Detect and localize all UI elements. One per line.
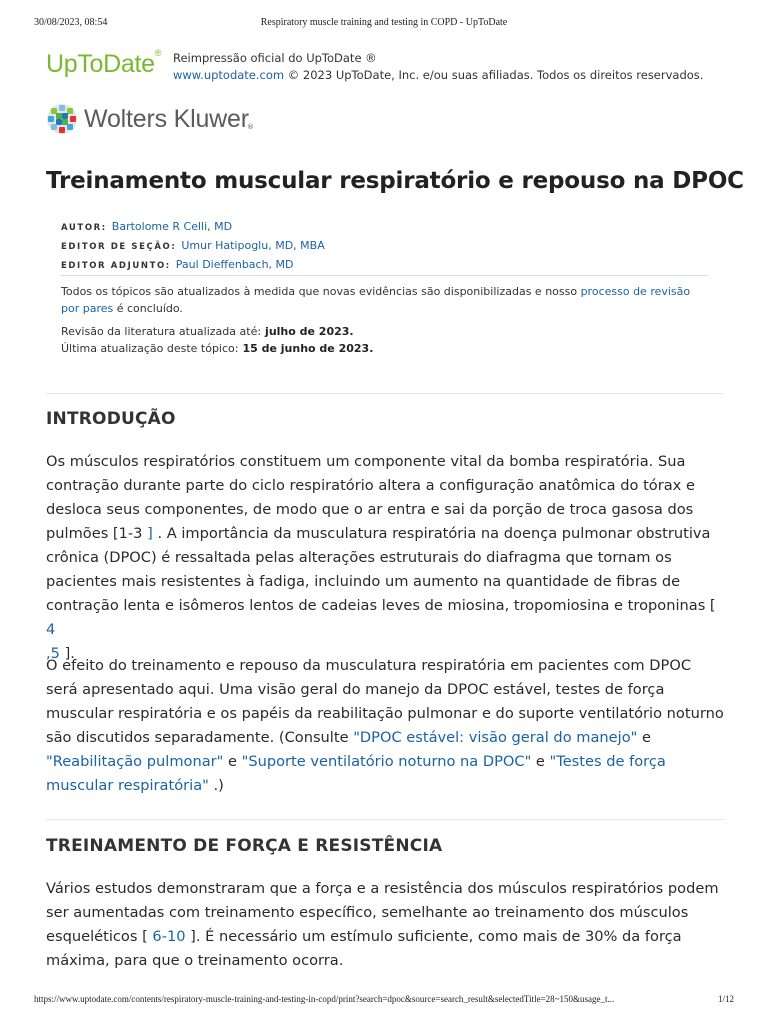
conj-2: e — [223, 753, 242, 770]
training-p1-end: ]. É necessário um estímulo suficiente, como mais de 30% da força máxima, para que o treinamento ocorra. — [46, 928, 682, 969]
reprint-line: Reimpressão oficial do UpToDate ® — [173, 51, 377, 65]
intro-paragraph-2 — [46, 654, 726, 798]
ref-link-1-3[interactable]: ] — [147, 525, 153, 542]
author-label: AUTOR: — [61, 223, 107, 233]
print-url: https://www.uptodate.com/contents/respiratory-muscle-training-and-testing-in-copd/print?search=dpoc&source=search_result&selectedTitle=28~150&usage_t... — [34, 994, 615, 1004]
section-editor-link[interactable]: Umur Hatipoglu, MD, MBA — [181, 239, 325, 252]
intro-p1-text: Os músculos respiratórios constituem um componente vital da bomba respiratória. Sua contração durante parte do ciclo respiratório altera a configuração anatômica do tórax e desloca seus componentes, de modo que o ar entra e sai da porção de troca gasosa dos pulmões [1-3 — [46, 453, 695, 542]
deputy-editor-link[interactable]: Paul Dieffenbach, MD — [175, 258, 294, 271]
lit-review-date: julho de 2023. — [265, 325, 354, 338]
training-heading: TREINAMENTO DE FORÇA E RESISTÊNCIA — [46, 836, 443, 856]
last-update-date: 15 de junho de 2023. — [242, 342, 374, 355]
update-note — [61, 283, 709, 317]
publisher-mark: ® — [246, 123, 254, 131]
publisher-name: Wolters Kluwer — [84, 104, 249, 133]
deputy-editor-label: EDITOR ADJUNTO: — [61, 261, 171, 271]
intro-p1-text-2: . A importância da musculatura respiratória na doença pulmonar obstrutiva crônica (DPOC) é ressaltada pelas alterações estruturais do diafragma que tornam os pacientes mais resistentes à fadiga, incluindo um aumento na quantidade de fibras de contração lenta e isômeros lentos de cadeias leves de miosina, tropomiosina e troponinas [ — [46, 525, 716, 614]
section-divider — [46, 819, 724, 820]
print-datetime: 30/08/2023, 08:54 — [34, 17, 108, 28]
uptodate-logo[interactable] — [46, 50, 161, 80]
logo-text: UpToDate — [46, 50, 155, 78]
section-divider — [46, 393, 724, 394]
intro-p1-end: ]. — [59, 645, 75, 662]
publisher-logo — [46, 103, 254, 135]
conj-1: e — [637, 729, 651, 746]
update-note-text: Todos os tópicos são atualizados à medida que novas evidências são disponibilizadas e nosso — [61, 285, 581, 298]
article-credits — [61, 218, 325, 275]
training-p1-text: Vários estudos demonstraram que a força e a resistência dos músculos respiratórios podem ser aumentadas com treinamento específico, semelhante ao treinamento dos músculos esqueléticos [ — [46, 880, 719, 945]
page-number: 1/12 — [717, 994, 734, 1004]
ref-link-4[interactable]: 4 — [46, 621, 56, 638]
intro-paragraph-1 — [46, 450, 726, 666]
author-link[interactable]: Bartolome R Celli, MD — [111, 220, 233, 233]
ref-link-5[interactable]: ,5 — [46, 645, 60, 662]
lit-review-label: Revisão da literatura atualizada até: — [61, 325, 262, 338]
credits-divider — [61, 275, 709, 276]
training-paragraph-1 — [46, 877, 726, 973]
link-nocturnal-ventilation[interactable]: "Suporte ventilatório noturno na DPOC" — [241, 753, 532, 770]
conj-3: e — [531, 753, 550, 770]
logo-mark: ® — [154, 48, 162, 58]
site-link[interactable]: www.uptodate.com — [173, 68, 285, 82]
ref-link-6-10[interactable]: 6-10 — [152, 928, 186, 945]
intro-p2-end: .) — [208, 777, 224, 794]
last-update-label: Última atualização deste tópico: — [61, 342, 239, 355]
intro-p2-text: O efeito do treinamento e repouso da musculatura respiratória em pacientes com DPOC será apresentado aqui. Uma visão geral do manejo da DPOC estável, testes de força muscular respiratória e os papéis da reabilitação pulmonar e do suporte ventilatório noturno são discutidos separadamente. (Consulte — [46, 657, 724, 746]
wolters-kluwer-logo-icon — [46, 103, 78, 135]
reprint-notice — [173, 50, 703, 84]
link-pulmonary-rehab[interactable]: "Reabilitação pulmonar" — [46, 753, 224, 770]
link-dpoc-stable[interactable]: "DPOC estável: visão geral do manejo" — [353, 729, 638, 746]
intro-heading: INTRODUÇÃO — [46, 409, 176, 429]
print-title: Respiratory muscle training and testing in COPD - UpToDate — [260, 17, 508, 28]
review-dates — [61, 323, 373, 357]
section-editor-label: EDITOR DE SEÇÃO: — [61, 242, 177, 252]
copyright-text: © 2023 UpToDate, Inc. e/ou suas afiliadas. Todos os direitos reservados. — [284, 68, 704, 82]
link-muscle-strength-tests[interactable]: "Testes de força muscular respiratória" — [46, 753, 666, 794]
peer-review-link[interactable]: processo de revisão por pares — [61, 285, 691, 315]
article-title: Treinamento muscular respiratório e repouso na DPOC — [46, 168, 744, 194]
update-note-end: é concluído. — [113, 302, 183, 315]
